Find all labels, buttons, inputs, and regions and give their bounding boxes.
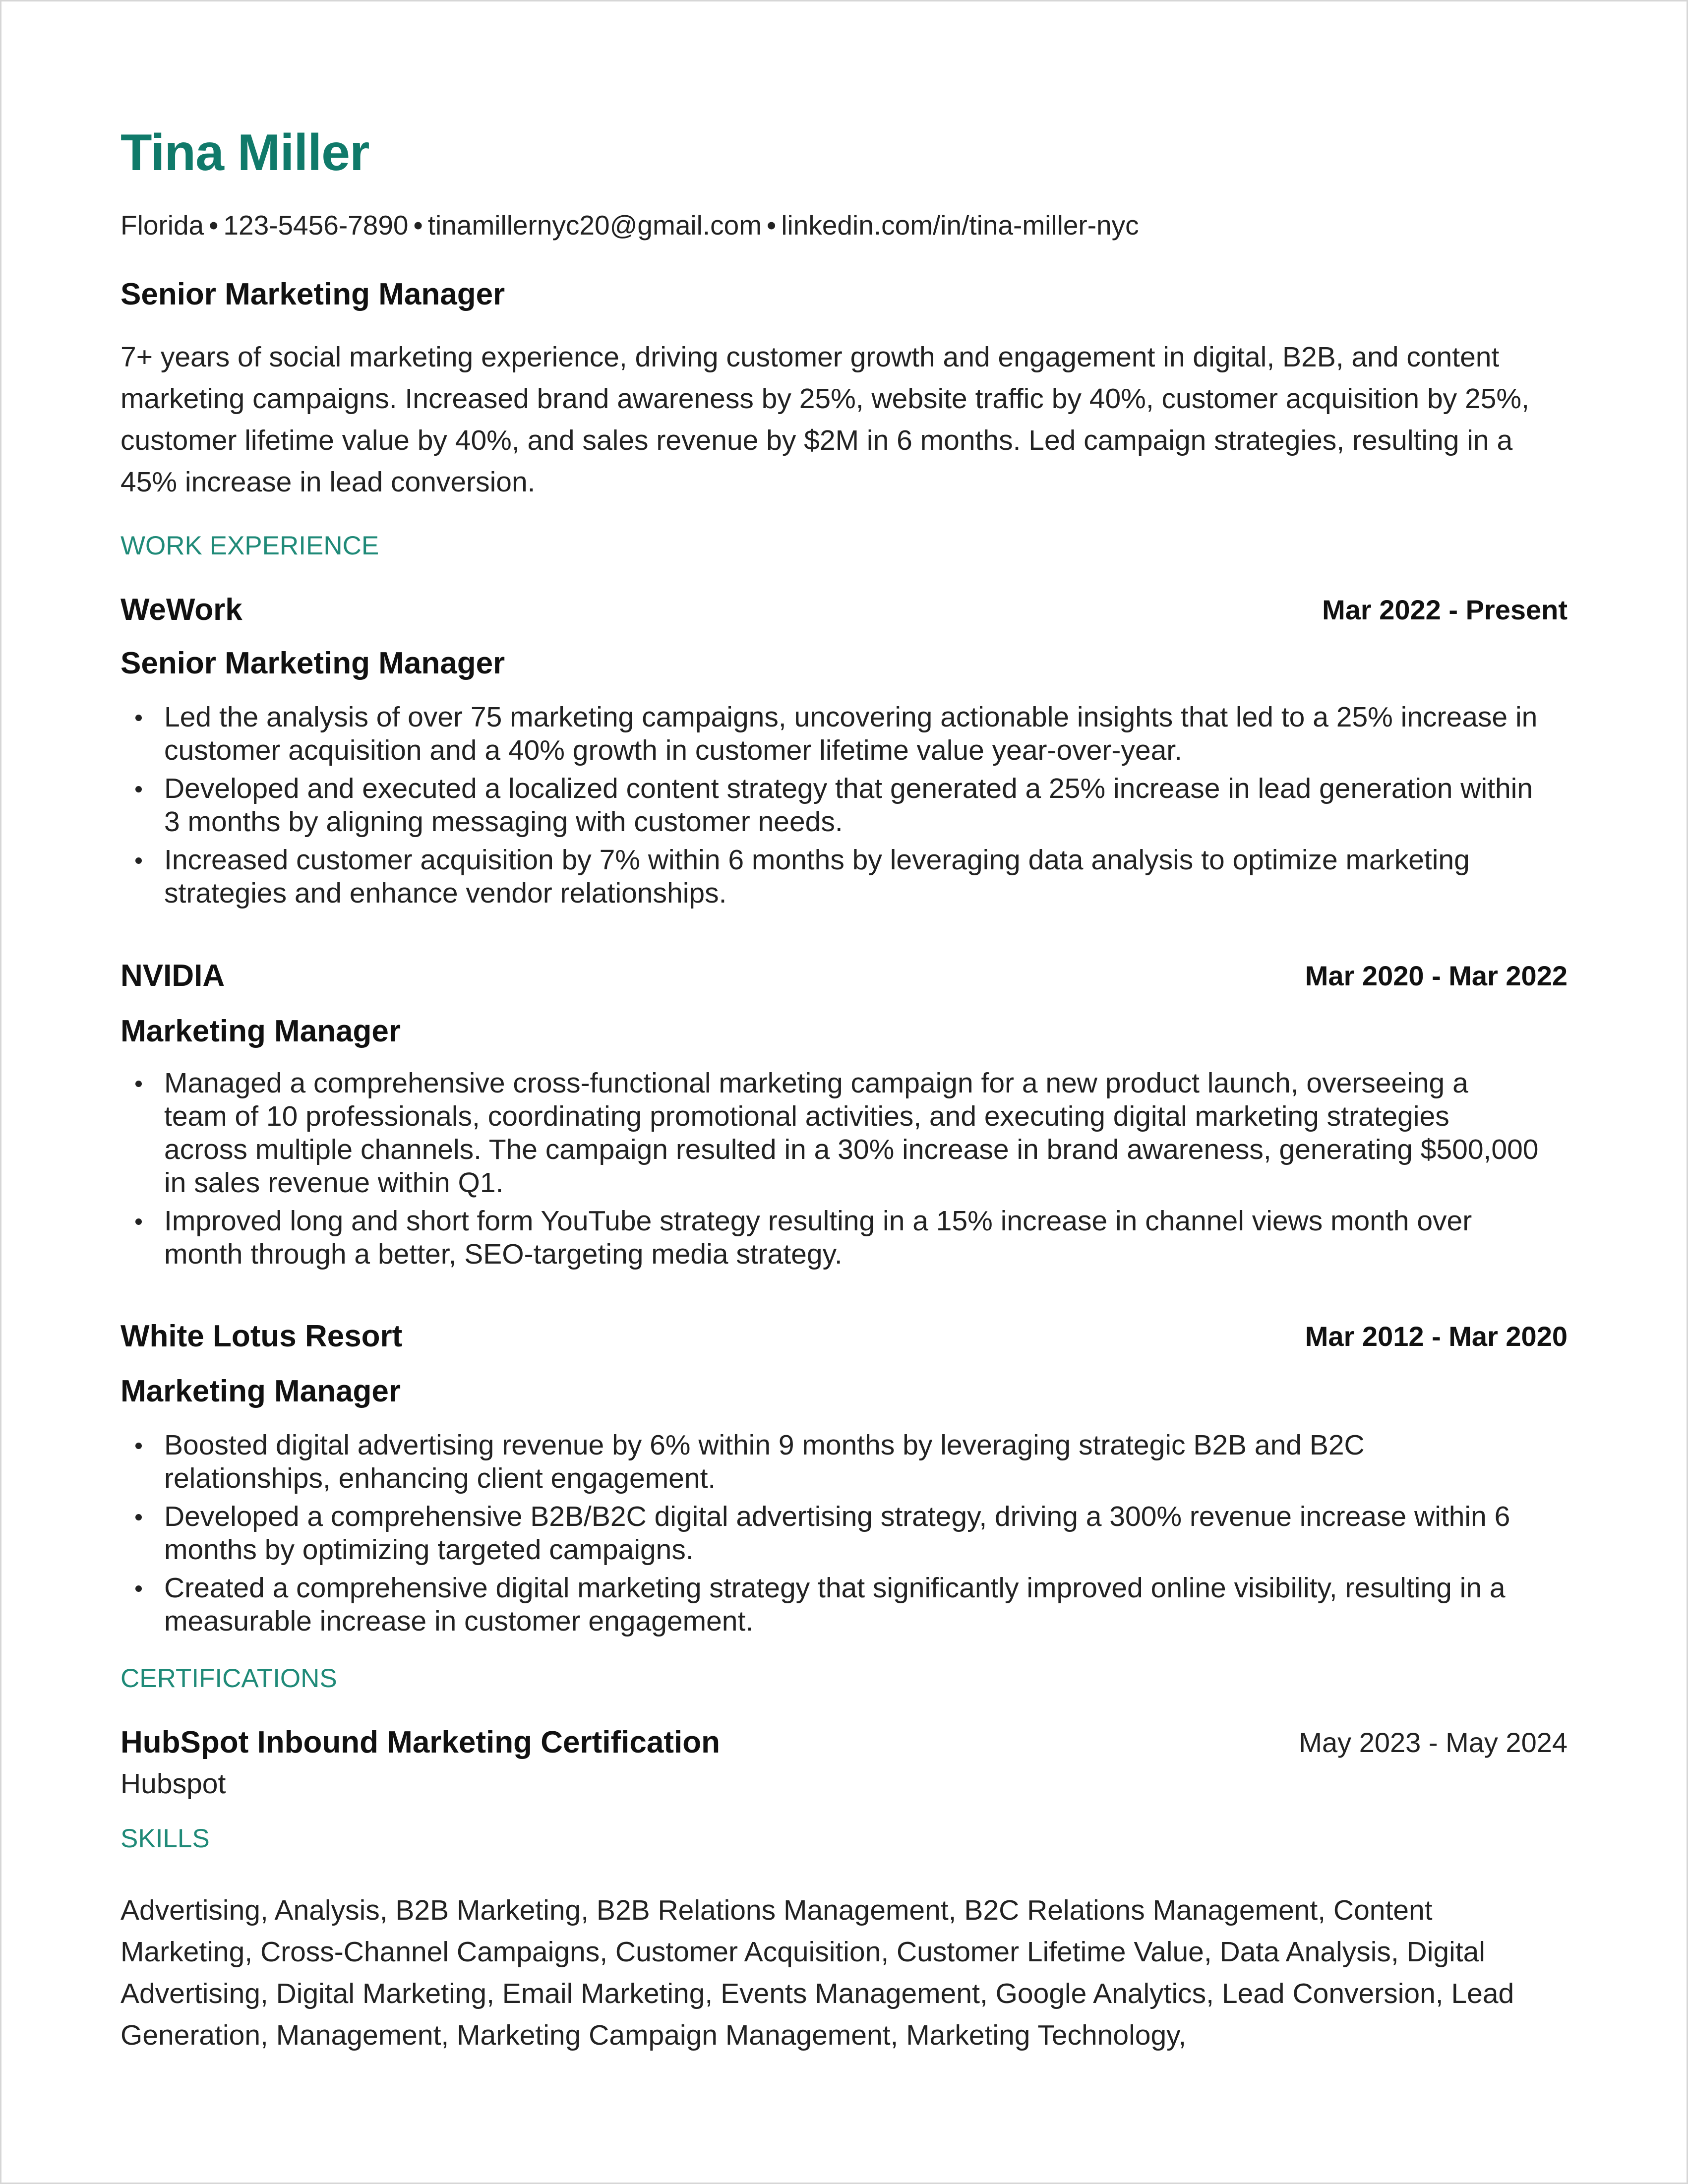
- bullet-dot-icon: [135, 1081, 142, 1087]
- job-bullets: [121, 1429, 1539, 1643]
- separator: •: [413, 210, 423, 241]
- certification-issuer: Hubspot: [121, 1768, 226, 1800]
- bullet-text: Boosted digital advertising revenue by 6% within 9 months by leveraging strategic B2B and B2C relationships, enhancing client engagement.: [164, 1429, 1365, 1494]
- bullet-dot-icon: [135, 715, 142, 721]
- headline: Senior Marketing Manager: [121, 277, 505, 311]
- bullet-text: Led the analysis of over 75 marketing campaigns, uncovering actionable insights that led to a 25% increase in customer acquisition and a 40% growth in customer lifetime value year-over-year.: [164, 701, 1538, 766]
- section-title-certifications: CERTIFICATIONS: [121, 1664, 337, 1693]
- bullet-item: [121, 701, 1539, 767]
- job-dates: Mar 2012 - Mar 2020: [1305, 1321, 1567, 1352]
- job-company: NVIDIA: [121, 959, 225, 993]
- job-title: Marketing Manager: [121, 1374, 401, 1408]
- job-dates: Mar 2020 - Mar 2022: [1305, 960, 1567, 991]
- job-company: WeWork: [121, 593, 242, 627]
- bullet-item: [121, 844, 1539, 910]
- bullet-text: Created a comprehensive digital marketing strategy that significantly improved online visibility, resulting in a measurable increase in customer engagement.: [164, 1572, 1506, 1637]
- bullet-item: [121, 1500, 1539, 1567]
- bullet-text: Developed and executed a localized content strategy that generated a 25% increase in lead generation within 3 months by aligning messaging with customer needs.: [164, 773, 1533, 838]
- bullet-dot-icon: [135, 1514, 142, 1520]
- bullet-dot-icon: [135, 1218, 142, 1225]
- job-title: Marketing Manager: [121, 1014, 401, 1048]
- separator: •: [767, 210, 777, 241]
- bullet-item: [121, 1572, 1539, 1638]
- bullet-text: Developed a comprehensive B2B/B2C digital advertising strategy, driving a 300% revenue increase within 6 months by optimizing targeted campaigns.: [164, 1501, 1510, 1566]
- skills-list: Advertising, Analysis, B2B Marketing, B2B Relations Management, B2C Relations Management, Content Marketing, Cross-Channel Campaigns, Customer Acquisition, Customer Lifetime Value, Data Analysis, Digital Advertising, Digital Marketing, Email Marketing, Events Management, Google Analytics, Lead Conversion, Lead Generation, Management, Marketing Campaign Management, Marketing Technology,: [121, 1894, 1514, 2051]
- section-title-skills: SKILLS: [121, 1824, 210, 1853]
- summary: 7+ years of social marketing experience, driving customer growth and engagement in digital, B2B, and content marketing campaigns. Increased brand awareness by 25%, website traffic by 40%, customer acquisition by 25%, customer lifetime value by 40%, and sales revenue by $2M in 6 months. Led campaign strategies, resulting in a 45% increase in lead conversion.: [121, 341, 1529, 498]
- bullet-dot-icon: [135, 857, 142, 864]
- bullet-item: [121, 1205, 1539, 1271]
- location: Florida: [121, 210, 204, 241]
- bullet-item: [121, 1429, 1539, 1495]
- bullet-item: [121, 772, 1539, 839]
- bullet-dot-icon: [135, 1443, 142, 1449]
- bullet-text: Improved long and short form YouTube strategy resulting in a 15% increase in channel views month over month through a better, SEO-targeting media strategy.: [164, 1205, 1472, 1270]
- bullet-text: Managed a comprehensive cross-functional marketing campaign for a new product launch, overseeing a team of 10 professionals, coordinating promotional activities, and executing digital marketing strategies across multiple channels. The campaign resulted in a 30% increase in brand awareness, generating $500,000 in sales revenue within Q1.: [164, 1067, 1539, 1199]
- bullet-text: Increased customer acquisition by 7% within 6 months by leveraging data analysis to optimize marketing strategies and enhance vendor relationships.: [164, 844, 1470, 909]
- job-title: Senior Marketing Manager: [121, 646, 505, 680]
- bullet-item: [121, 1067, 1539, 1200]
- phone: 123-5456-7890: [223, 210, 409, 241]
- job-company: White Lotus Resort: [121, 1319, 403, 1353]
- contact-line: [121, 209, 1139, 242]
- section-title-experience: WORK EXPERIENCE: [121, 531, 379, 560]
- job-bullets: [121, 701, 1539, 915]
- email-link[interactable]: tinamillernyc20@gmail.com: [427, 210, 762, 241]
- job-bullets: [121, 1067, 1539, 1276]
- linkedin-link[interactable]: linkedin.com/in/tina-miller-nyc: [781, 210, 1139, 241]
- bullet-dot-icon: [135, 786, 142, 792]
- certification-dates: May 2023 - May 2024: [1299, 1727, 1567, 1758]
- certification-name: HubSpot Inbound Marketing Certification: [121, 1725, 720, 1759]
- separator: •: [209, 210, 219, 241]
- bullet-dot-icon: [135, 1585, 142, 1592]
- candidate-name: Tina Miller: [121, 124, 369, 182]
- job-dates: Mar 2022 - Present: [1322, 594, 1567, 625]
